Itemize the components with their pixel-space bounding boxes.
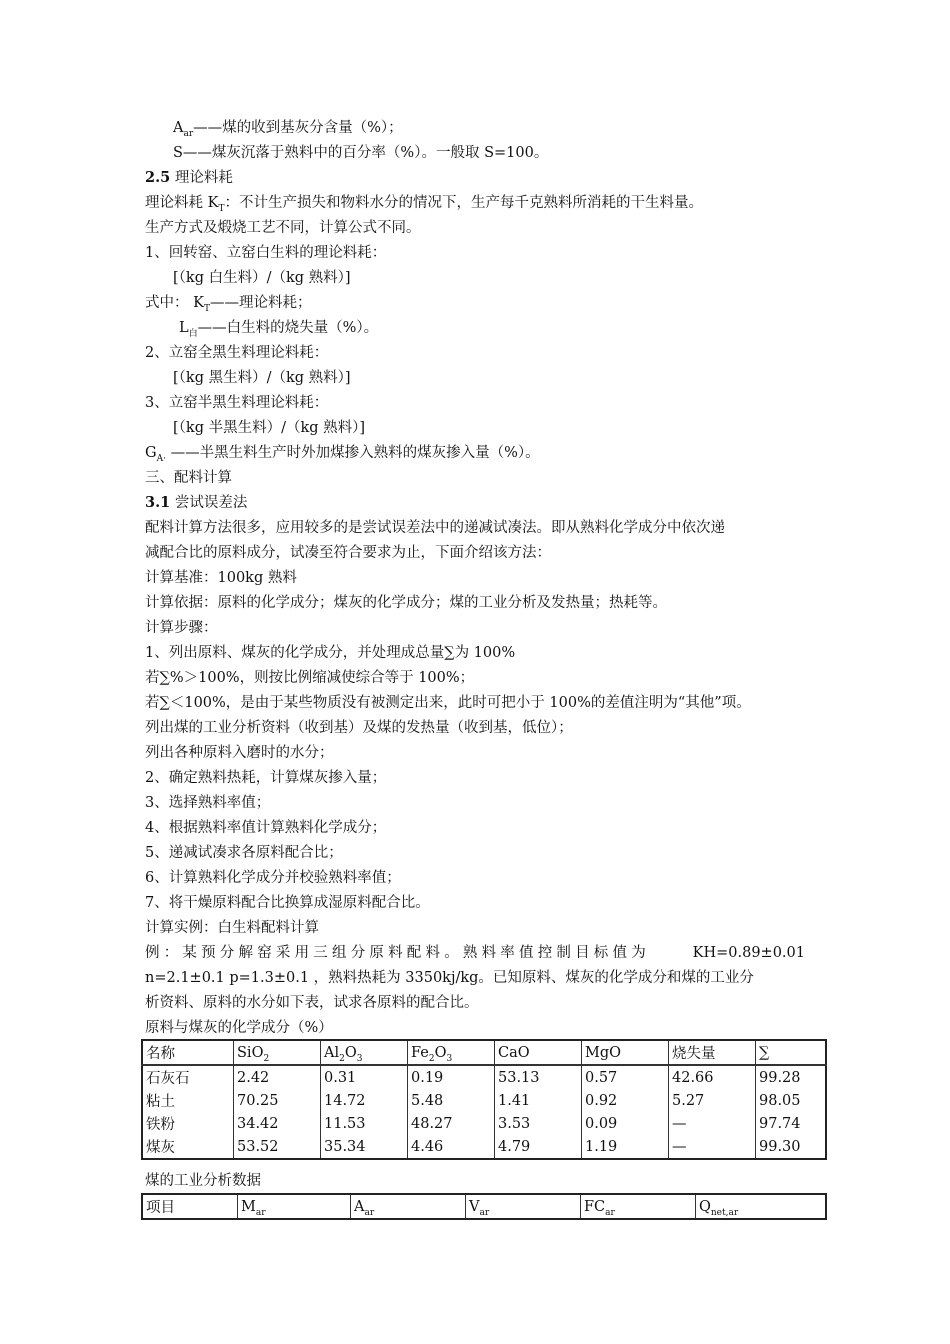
cell: 0.92 [582,1089,669,1112]
table1-caption: 原料与煤灰的化学成分（%） [145,1020,333,1036]
example-title: 计算实例：白生料配料计算 [145,920,319,936]
cell: — [669,1135,756,1159]
cell: 0.19 [408,1065,495,1089]
table-row [142,1065,826,1089]
unit-3: [（kg 半黑生料）/（kg 熟料）] [173,420,366,436]
header-name: 名称 [142,1040,234,1065]
section-heading-3: 三、配料计算 [145,470,232,486]
step-1a: 若∑%＞100%，则按比例缩减使综合等于 100%； [145,670,475,686]
section-heading-3-1: 3.1 尝试误差法 [145,494,248,511]
step-1: 1、列出原料、煤灰的化学成分，并处理成总量∑为 100% [145,645,516,661]
s-definition: S——煤灰沉落于熟料中的百分率（%）。一般取 S=100。 [173,145,549,161]
header-aar: $A_{ar}$ [351,1194,466,1219]
cell: 4.79 [495,1135,582,1159]
step-7: 7、将干燥原料配合比换算成湿原料配合比。 [145,895,430,911]
section-heading-2-5: 2.5 理论料耗 [145,169,233,186]
cell: 0.09 [582,1112,669,1135]
cell: 3.53 [495,1112,582,1135]
table-row [142,1135,826,1159]
example-line-3: 析资料、原料的水分如下表，试求各原料的配合比。 [145,995,479,1011]
step-5: 5、递减试凑求各原料配合比； [145,845,343,861]
cell: 0.31 [321,1065,408,1089]
header-var: $V_{ar}$ [466,1194,581,1219]
calc-steps-heading: 计算步骤： [145,620,218,636]
table-row [142,1112,826,1135]
paragraph-1a: 配料计算方法很多，应用较多的是尝试误差法中的递减试凑法。即从熟料化学成分中依次递 [145,520,725,536]
header-loi: 烧失量 [669,1040,756,1065]
cell: 1.41 [495,1089,582,1112]
header-sio2: SiO$_2$ [234,1040,321,1065]
cell: 煤灰 [142,1135,234,1159]
calc-basis: 计算基准：100kg 熟料 [145,570,297,586]
cell: 14.72 [321,1089,408,1112]
step-4: 4、根据熟料率值计算熟料化学成分； [145,820,387,836]
step-6: 6、计算熟料化学成分并校验熟料率值； [145,870,401,886]
cell: 99.30 [756,1135,827,1159]
item-2: 2、立窑全黑生料理论料耗： [145,345,329,361]
composition-table [141,1039,827,1160]
cell: 2.42 [234,1065,321,1089]
step-1d: 列出各种原料入磨时的水分； [145,745,334,761]
cell: 石灰石 [142,1065,234,1089]
cell: 35.34 [321,1135,408,1159]
cell: 70.25 [234,1089,321,1112]
header-fcar: $FC_{ar}$ [581,1194,696,1219]
header-cao: CaO [495,1040,582,1065]
item-3: 3、立窑半黑生料理论料耗： [145,395,329,411]
cell: 99.28 [756,1065,827,1089]
example-line-1: 例：某预分解窑采用三组分原料配料。熟料率值控制目标值为 KH=0.89±0.01 [145,945,805,961]
unit-2: [（kg 黑生料）/（kg 熟料）] [173,370,351,386]
table-header-row [142,1040,826,1065]
paragraph-1b: 减配合比的原料成分，试凑至符合要求为止，下面介绍该方法： [145,545,551,561]
table-header-row [142,1194,826,1219]
table2-caption: 煤的工业分析数据 [145,1173,261,1189]
method-note: 生产方式及煅烧工艺不同，计算公式不同。 [145,220,421,236]
example-line-2: n=2.1±0.1 p=1.3±0.1 ，熟料热耗为 3350kj/kg。已知原料、煤灰的化学成分和煤的工业分 [145,970,754,986]
where-kt: 式中： $K_T——$理论料耗； [145,295,312,314]
table-row [142,1089,826,1112]
cell: 42.66 [669,1065,756,1089]
aar-definition: $A_{ar}——$煤的收到基灰分含量（%）； [173,120,403,139]
header-mar: $M_{ar}$ [238,1194,351,1219]
header-item: 项目 [142,1194,238,1219]
cell: — [669,1112,756,1135]
cell: 5.27 [669,1089,756,1112]
ga-definition: $G_{A\cdot}$ ——半黑生料生产时外加煤掺入熟料的煤灰掺入量（%）。 [145,445,540,464]
cell: 粘土 [142,1089,234,1112]
kt-definition: 理论料耗 $K_T$：不计生产损失和物料水分的情况下，生产每千克熟料所消耗的干生料量。 [145,195,703,214]
step-1c: 列出煤的工业分析资料（收到基）及煤的发热量（收到基，低位）； [145,720,573,736]
cell: 铁粉 [142,1112,234,1135]
coal-analysis-table [141,1193,827,1220]
l-definition: $L_白——$白生料的烧失量（%）。 [179,320,379,339]
cell: 1.19 [582,1135,669,1159]
item-1: 1、回转窑、立窑白生料的理论料耗： [145,245,387,261]
step-1b: 若∑＜100%，是由于某些物质没有被测定出来，此时可把小于 100%的差值注明为“其他”项。 [145,695,751,711]
step-3: 3、选择熟料率值； [145,795,271,811]
cell: 98.05 [756,1089,827,1112]
cell: 53.52 [234,1135,321,1159]
header-sum: ∑ [756,1040,827,1065]
cell: 34.42 [234,1112,321,1135]
unit-1: [（kg 白生料）/（kg 熟料）] [173,270,351,286]
calc-reference: 计算依据：原料的化学成分；煤灰的化学成分；煤的工业分析及发热量；热耗等。 [145,595,667,611]
cell: 4.46 [408,1135,495,1159]
cell: 53.13 [495,1065,582,1089]
header-fe2o3: $Fe_2O_3$ [408,1040,495,1065]
header-qnet: $Q_{net,ar}$ [696,1194,827,1219]
cell: 11.53 [321,1112,408,1135]
cell: 5.48 [408,1089,495,1112]
cell: 48.27 [408,1112,495,1135]
cell: 97.74 [756,1112,827,1135]
header-mgo: MgO [582,1040,669,1065]
header-al2o3: $Al_2O_3$ [321,1040,408,1065]
cell: 0.57 [582,1065,669,1089]
step-2: 2、确定熟料热耗，计算煤灰掺入量； [145,770,387,786]
